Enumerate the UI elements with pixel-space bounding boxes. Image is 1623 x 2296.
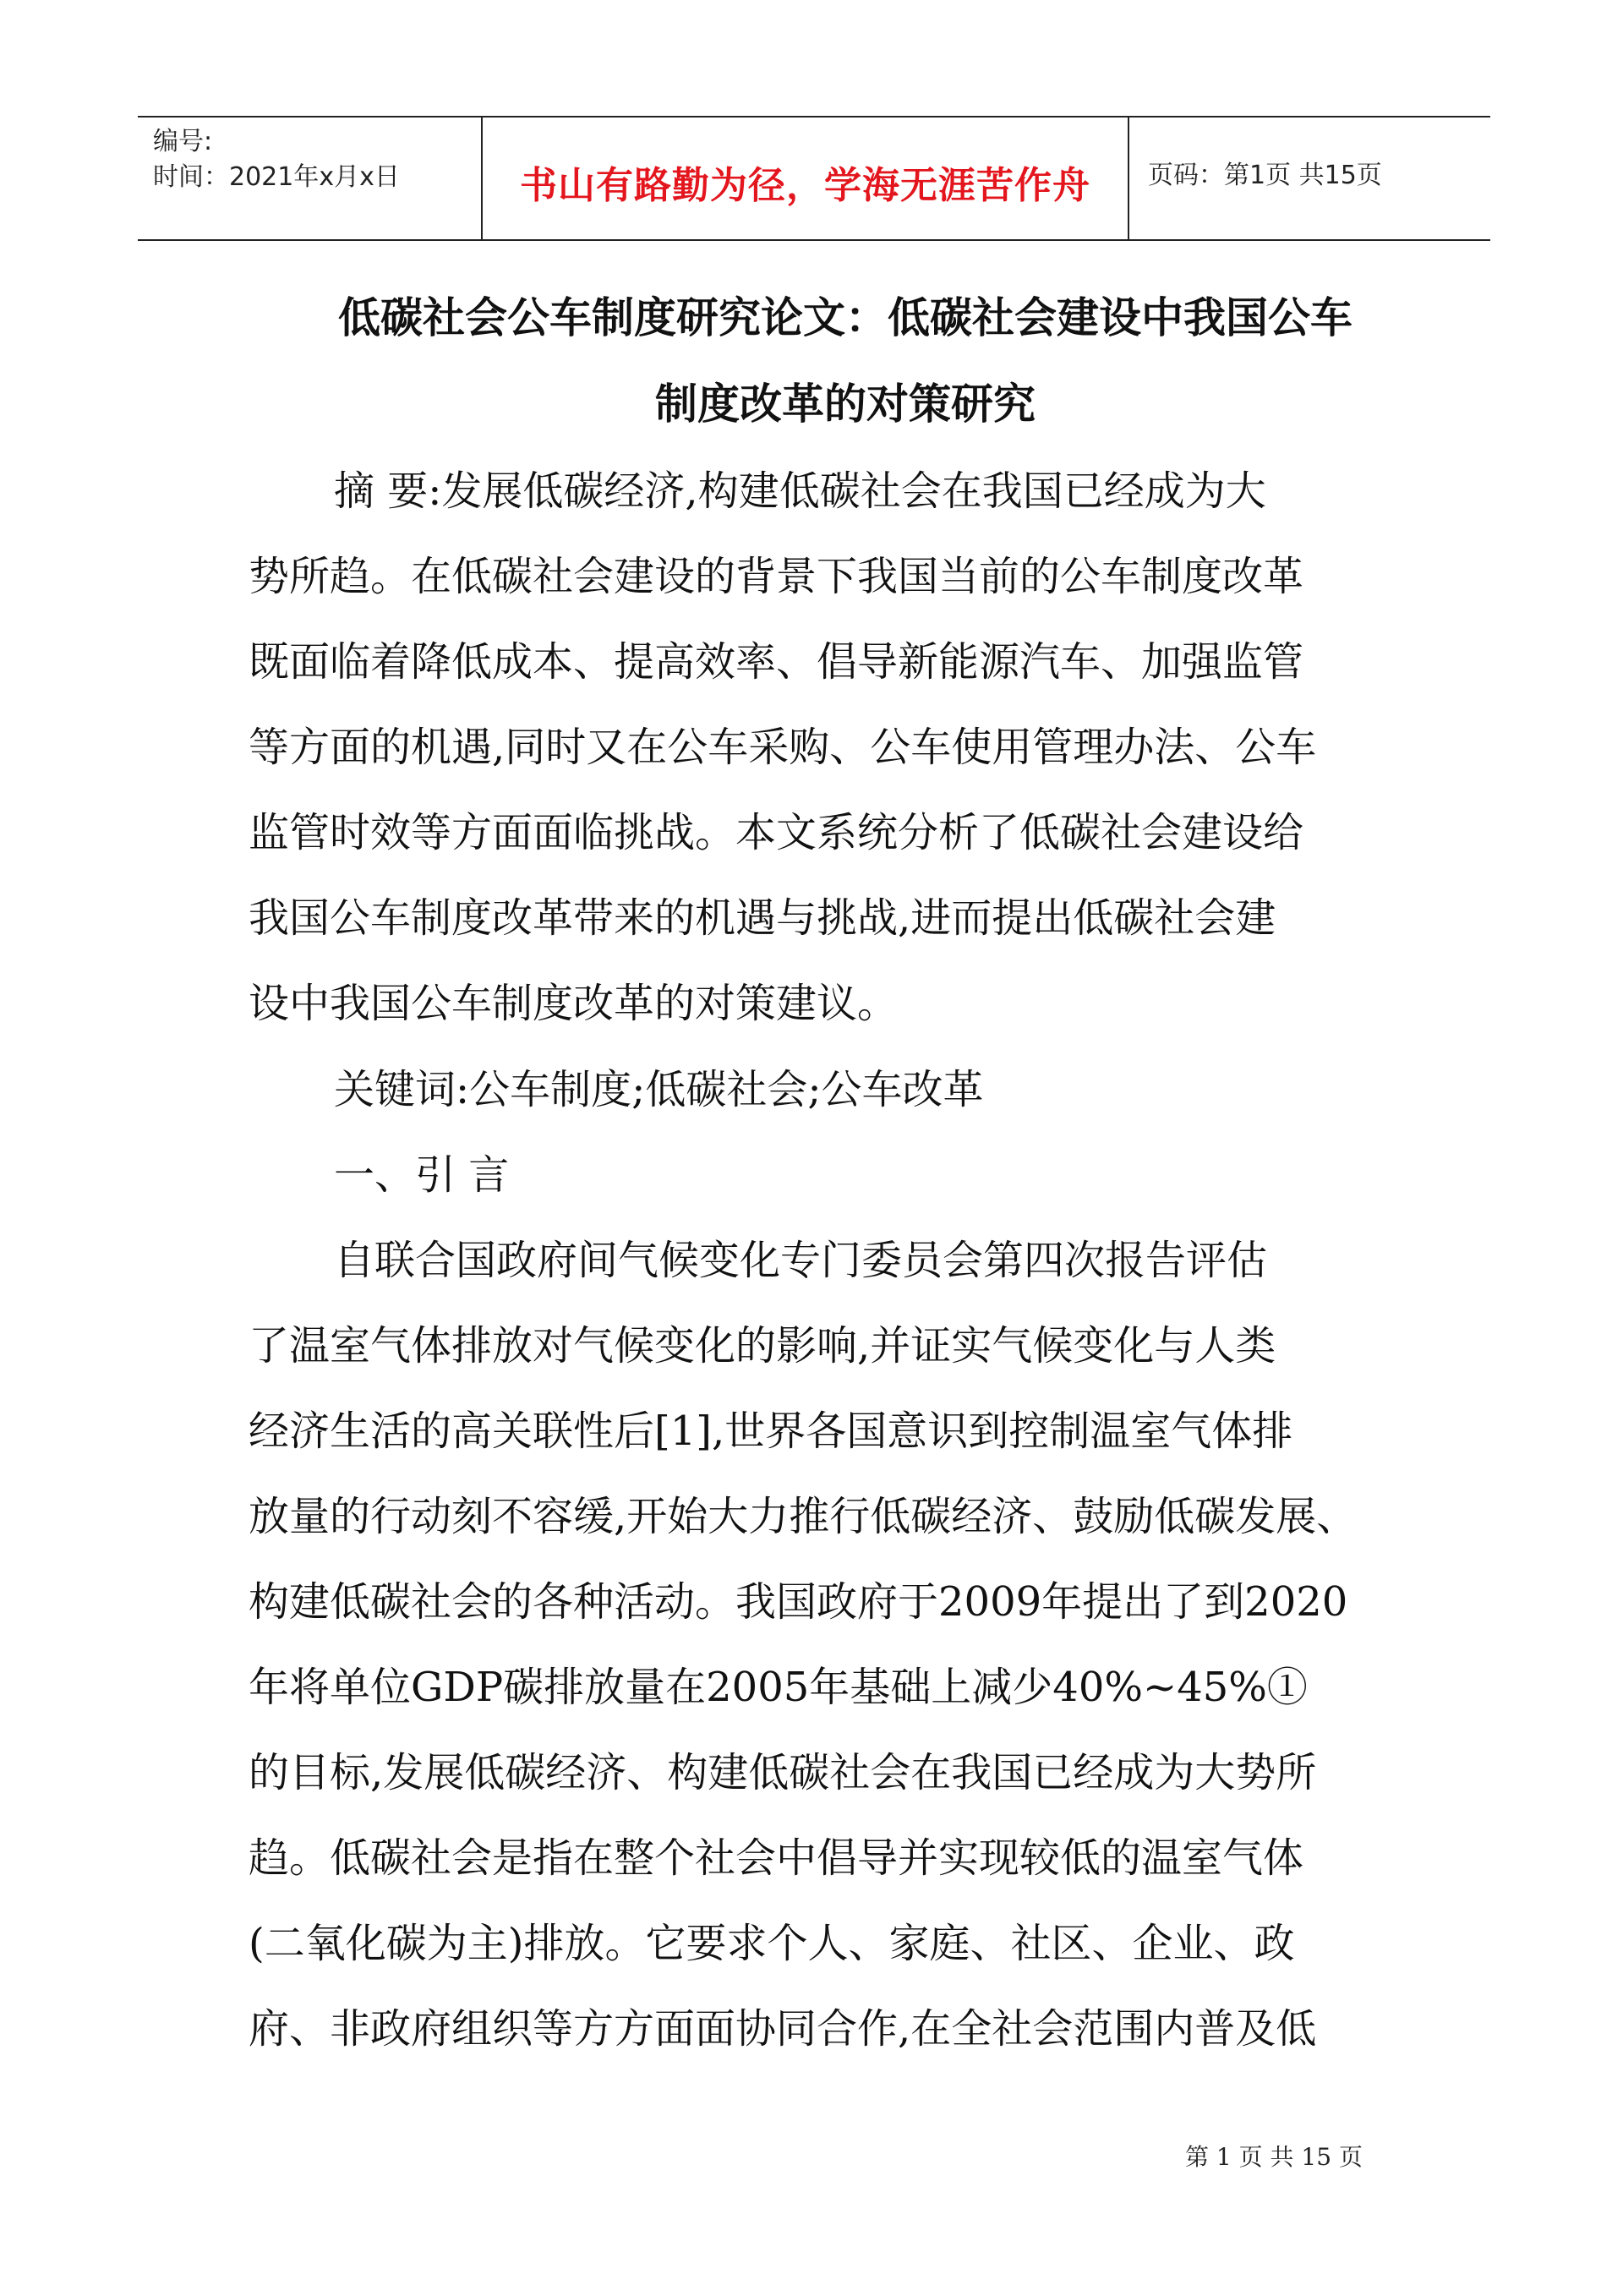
abstract-line: 势所趋。在低碳社会建设的背景下我国当前的公车制度改革	[249, 553, 1304, 600]
abstract-line: 摘 要:发展低碳经济,构建低碳社会在我国已经成为大	[334, 467, 1266, 515]
body-line: 年将单位GDP碳排放量在2005年基础上减少40%~45%①	[249, 1664, 1308, 1711]
document-title-line-2: 制度改革的对策研究	[655, 380, 1036, 429]
body-line: (二氧化碳为主)排放。它要求个人、家庭、社区、企业、政	[249, 1920, 1295, 1967]
header-page-number: 页码：第1页 共15页	[1148, 161, 1382, 190]
header-info-cell	[138, 118, 483, 239]
date-label: 时间：2021年x月x日	[153, 162, 400, 192]
body-line: 的目标,发展低碳经济、构建低碳社会在我国已经成为大势所	[249, 1749, 1317, 1796]
body-line: 了温室气体排放对气候变化的影响,并证实气候变化与人类	[249, 1322, 1276, 1369]
document-header	[138, 116, 1490, 241]
body-line: 构建低碳社会的各种活动。我国政府于2009年提出了到2020	[249, 1578, 1348, 1626]
abstract-line: 设中我国公车制度改革的对策建议。	[249, 980, 899, 1027]
footer-page-number: 第 1 页 共 15 页	[1185, 2143, 1363, 2171]
section-heading: 一、引 言	[334, 1151, 510, 1199]
header-motto-cell	[483, 118, 1129, 239]
document-title-line-1: 低碳社会公车制度研究论文：低碳社会建设中我国公车	[338, 293, 1352, 342]
abstract-line: 等方面的机遇,同时又在公车采购、公车使用管理办法、公车	[249, 724, 1317, 771]
motto-text: 书山有路勤为径，学海无涯苦作舟	[520, 164, 1090, 207]
body-line: 府、非政府组织等方方面面协同合作,在全社会范围内普及低	[249, 2005, 1317, 2053]
body-line: 经济生活的高关联性后[1],世界各国意识到控制温室气体排	[249, 1408, 1293, 1455]
body-line: 放量的行动刻不容缓,开始大力推行低碳经济、鼓励低碳发展、	[249, 1493, 1358, 1540]
abstract-line: 我国公车制度改革带来的机遇与挑战,进而提出低碳社会建	[249, 894, 1276, 942]
header-page-cell	[1129, 118, 1490, 239]
body-line: 自联合国政府间气候变化专门委员会第四次报告评估	[334, 1237, 1268, 1284]
body-line: 趋。低碳社会是指在整个社会中倡导并实现较低的温室气体	[249, 1834, 1304, 1882]
abstract-line: 既面临着降低成本、提高效率、倡导新能源汽车、加强监管	[249, 638, 1304, 686]
keywords: 关键词:公车制度;低碳社会;公车改革	[334, 1066, 984, 1113]
abstract-line: 监管时效等方面面临挑战。本文系统分析了低碳社会建设给	[249, 809, 1304, 856]
serial-number-label: 编号:	[153, 127, 213, 156]
